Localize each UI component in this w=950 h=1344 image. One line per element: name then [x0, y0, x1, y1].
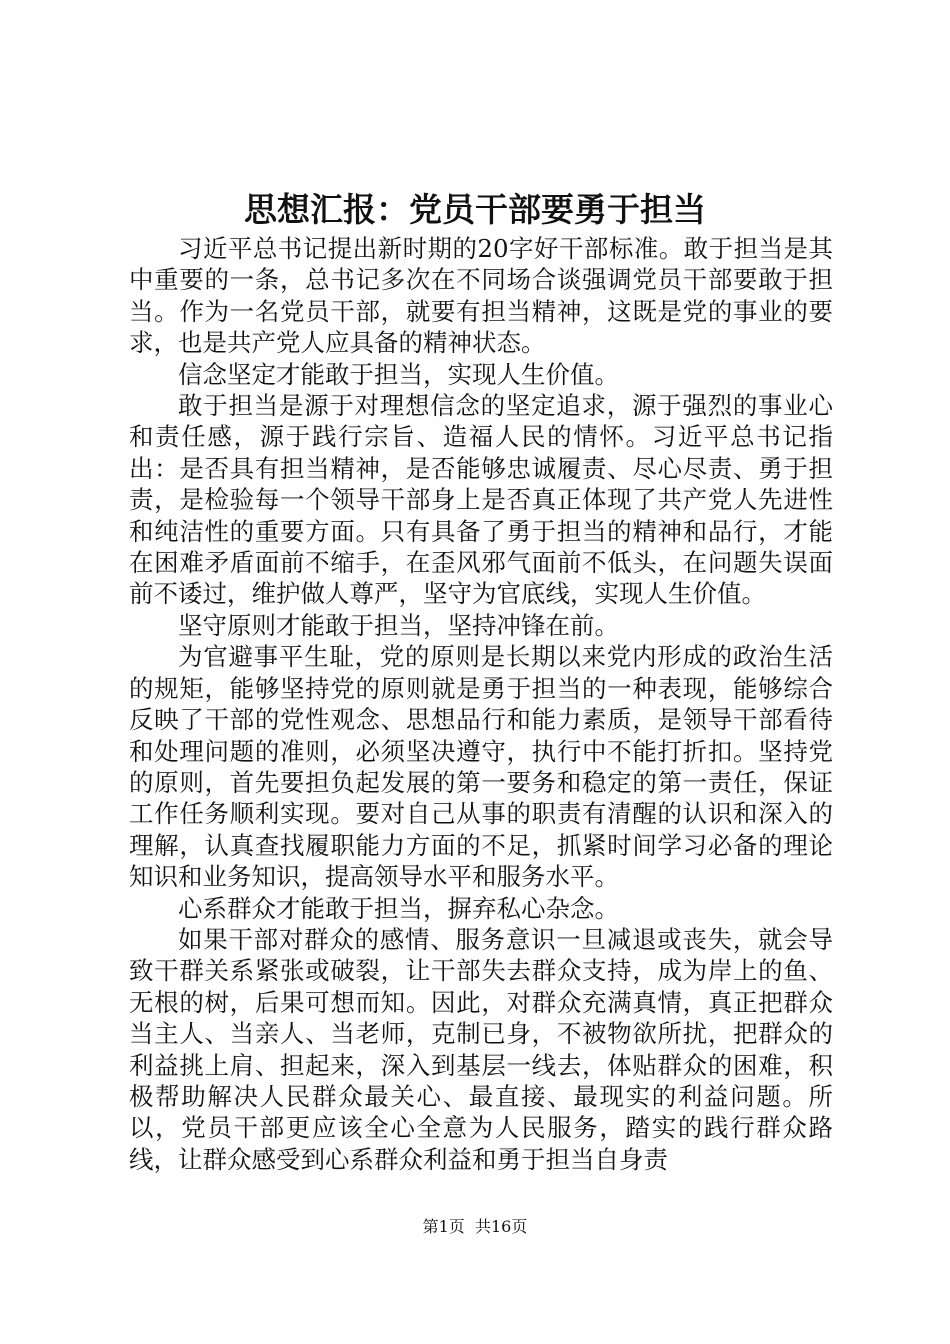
- current-page-number: 第1页: [422, 1217, 465, 1236]
- page-footer: [0, 1215, 950, 1239]
- section-heading-principle: 坚守原则才能敢于担当，坚持冲锋在前。: [178, 610, 619, 640]
- total-page-count: 共16页: [474, 1217, 528, 1236]
- paragraph-faith: 敢于担当是源于对理想信念的坚定追求，源于强烈的事业心和责任感，源于践行宗旨、造福人民的情怀。习近平总书记指出：是否具有担当精神，是否能够忠诚履责、尽心尽责、勇于担责，是检验每一个领导干部身上是否真正体现了共产党人先进性和纯洁性的重要方面。只有具备了勇于担当的精神和品行，才能在困难矛盾面前不缩手，在歪风邪气面前不低头，在问题失误面前不诿过，维护做人尊严，坚守为官底线，实现人生价值。: [129, 391, 833, 609]
- footer-separator: [465, 1217, 475, 1236]
- paragraph-masses: 如果干部对群众的感情、服务意识一旦减退或丧失，就会导致干群关系紧张或破裂，让干部失去群众支持，成为岸上的鱼、无根的树，后果可想而知。因此，对群众充满真情，真正把群众当主人、当亲人、当老师，克制已身，不被物欲所扰，把群众的利益挑上肩、担起来，深入到基层一线去，体贴群众的困难，积极帮助解决人民群众最关心、最直接、最现实的利益问题。所以，党员干部更应该全心全意为人民服务，踏实的践行群众路线，让群众感受到心系群众利益和勇于担当自身责: [129, 924, 833, 1174]
- paragraph-intro: 习近平总书记提出新时期的20字好干部标准。敢于担当是其中重要的一条，总书记多次在不同场合谈强调党员干部要敢于担当。作为一名党员干部，就要有担当精神，这既是党的事业的要求，也是共产党人应具备的精神状态。: [129, 234, 833, 358]
- document-title: 思想汇报：党员干部要勇于担当: [244, 190, 706, 229]
- document-body: [129, 233, 833, 1175]
- paragraph-principle: 为官避事平生耻，党的原则是长期以来党内形成的政治生活的规矩，能够坚持党的原则就是勇于担当的一种表现，能够综合反映了干部的党性观念、思想品行和能力素质，是领导干部看待和处理问题的准则，必须坚决遵守，执行中不能打折扣。坚持党的原则，首先要担负起发展的第一要务和稳定的第一责任，保证工作任务顺利实现。要对自己从事的职责有清醒的认识和深入的理解，认真查找履职能力方面的不足，抓紧时间学习必备的理论知识和业务知识，提高领导水平和服务水平。: [129, 642, 833, 892]
- section-heading-masses: 心系群众才能敢于担当，摒弃私心杂念。: [178, 893, 619, 923]
- section-heading-faith: 信念坚定才能敢于担当，实现人生价值。: [178, 359, 619, 389]
